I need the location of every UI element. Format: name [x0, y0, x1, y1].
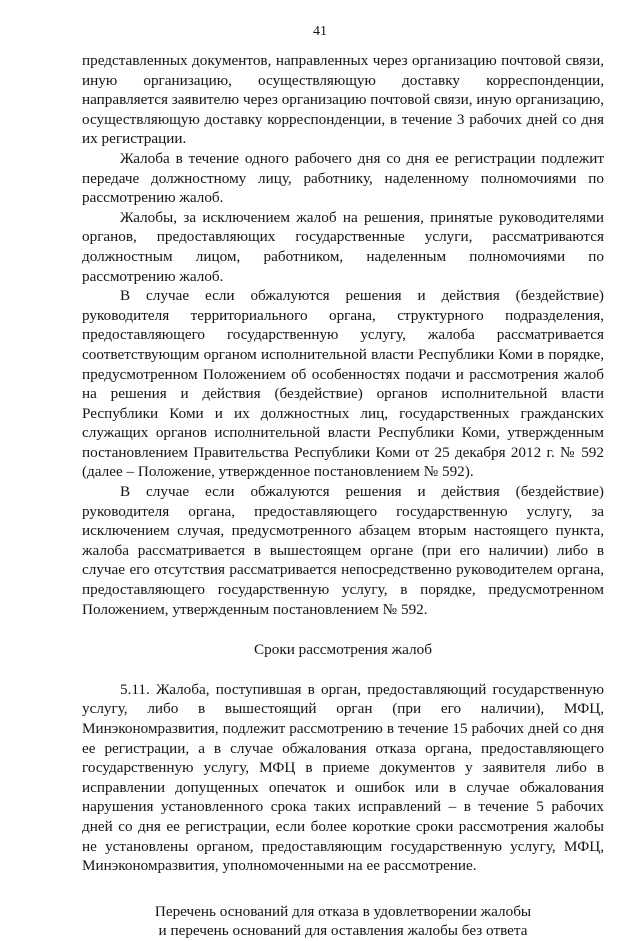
- paragraph-continuation: представленных документов, направленных через организацию почтовой связи, иную организацию, осуществляющую доставку корреспонденции, направляется заявителю через организацию почтовой связи, иную организацию, осуществляющую доставку корреспонденции, в течение 3 рабочих дней со дня их регистрации.: [82, 52, 604, 148]
- section-heading-refusal-grounds-line-2: и перечень оснований для оставления жалобы без ответа: [158, 922, 528, 940]
- paragraph-5-11: 5.11. Жалоба, поступившая в орган, предоставляющий государственную услугу, либо в вышестоящий орган (при его наличии), МФЦ, Минэкономразвития, подлежит рассмотрению в течение 15 рабочих дней со дня ее регистрации, а в случае обжалования отказа органа, предоставляющего государственную услугу, МФЦ в приеме документов у заявителя либо в исправлении допущенных опечаток и ошибок или в случае обжалования нарушения установленного срока таких исправлений – в течение 5 рабочих дней со дня ее регистрации, если более короткие сроки рассмотрения жалобы не установлены органом, предоставляющим государственную услугу, МФЦ, Минэкономразвития, уполномоченными на ее рассмотрение.: [82, 680, 604, 875]
- section-heading-refusal-grounds-line-1: Перечень оснований для отказа в удовлетворении жалобы: [154, 902, 532, 920]
- paragraph-body-head: В случае если обжалуются решения и действия (бездействие) руководителя органа, предоставляющего государственную услугу, за исключением случая, предусмотренного абзацем вторым настоящего пункта, жалоба рассматривается в вышестоящем органе (при его наличии) либо в случае его отсутствия рассматривается непосредственно руководителем органа, предоставляющего государственную услугу, в порядке, предусмотренном Положением, утвержденным постановлением № 592.: [82, 483, 604, 618]
- paragraph-complaint-transfer: Жалоба в течение одного рабочего дня со дня ее регистрации подлежит передаче должностному лицу, работнику, наделенному полномочиями по рассмотрению жалоб.: [82, 149, 604, 207]
- document-body: [82, 51, 604, 941]
- spacer: [82, 876, 604, 902]
- spacer: [82, 660, 604, 680]
- spacer: [82, 619, 604, 640]
- paragraph-complaint-review: Жалобы, за исключением жалоб на решения, принятые руководителями органов, предоставляющих государственные услуги, рассматриваются должностным лицом, работником, наделенным полномочиями по рассмотрению жалоб.: [82, 208, 604, 285]
- section-heading-review-terms: Сроки рассмотрения жалоб: [254, 641, 432, 659]
- page-number: 41: [313, 24, 327, 39]
- paragraph-territorial-body: В случае если обжалуются решения и действия (бездействие) руководителя территориального органа, структурного подразделения, предоставляющего государственную услугу, жалоба рассматривается соответствующим органом исполнительной власти Республики Коми в порядке, предусмотренном Положением об особенностях подачи и рассмотрения жалоб на решения и действия (бездействие) органов исполнительной власти Республики Коми и их должностных лиц, государственных гражданских служащих органов исполнительной власти Республики Коми, утвержденным постановлением Правительства Республики Коми от 25 декабря 2012 г. № 592 (далее – Положение, утвержденное постановлением № 592).: [82, 287, 604, 481]
